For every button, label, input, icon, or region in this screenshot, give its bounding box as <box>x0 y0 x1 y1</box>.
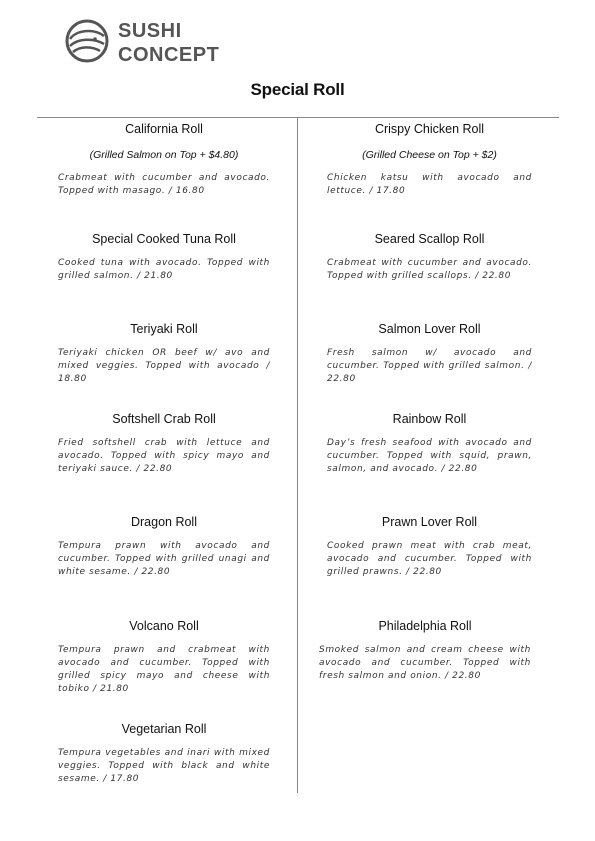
menu-item-description: Day’s fresh seafood with avocado and cucumber. Topped with squid, prawn, salmon, and avocado. / 22.80 <box>327 438 532 474</box>
menu-item <box>58 618 270 696</box>
menu-item <box>327 514 532 579</box>
menu-item-name: Crispy Chicken Roll <box>374 122 485 136</box>
menu-item <box>319 618 531 683</box>
menu-item-name: Prawn Lover Roll <box>381 515 478 529</box>
menu-item-description: Smoked salmon and cream cheese with avocado and cucumber. Topped with fresh salmon and onion. / 22.80 <box>319 645 531 681</box>
menu-item-addon: (Grilled Cheese on Top + $2) <box>362 149 497 161</box>
menu-item <box>327 231 532 283</box>
menu-item-name: Special Cooked Tuna Roll <box>92 232 236 246</box>
brand-name-line-1: SUSHI <box>118 20 182 42</box>
brand-name-line-2: CONCEPT <box>118 44 220 66</box>
menu-item-name: Philadelphia Roll <box>378 619 472 633</box>
menu-item-addon: (Grilled Salmon on Top + $4.80) <box>89 149 239 161</box>
menu-item <box>58 231 270 283</box>
menu-item <box>58 514 270 579</box>
menu-item-description: Fried softshell crab with lettuce and avocado. Topped with spicy mayo and teriyaki sauce. / 22.80 <box>58 438 270 474</box>
menu-item-name: Salmon Lover Roll <box>378 322 481 336</box>
menu-item-description: Crabmeat with cucumber and avocado. Topped with grilled scallops. / 22.80 <box>327 258 532 281</box>
menu-item-name: Rainbow Roll <box>392 412 467 426</box>
fish-circle-icon <box>64 18 110 64</box>
menu-item-description: Cooked prawn meat with crab meat, avocado and cucumber. Topped with grilled prawns. / 22.80 <box>327 541 532 577</box>
menu-item-description: Tempura prawn with avocado and cucumber. Topped with grilled unagi and white sesame. / 22.80 <box>58 541 270 577</box>
menu-item-name: Volcano Roll <box>129 619 199 633</box>
menu-item <box>58 121 270 198</box>
menu-item-name: Dragon Roll <box>130 515 197 529</box>
menu-item-name: Vegetarian Roll <box>121 722 207 736</box>
menu-item-description: Cooked tuna with avocado. Topped with grilled salmon. / 21.80 <box>58 258 270 281</box>
brand-logo <box>64 16 234 70</box>
menu-item-name: Seared Scallop Roll <box>374 232 485 246</box>
menu-item-description: Tempura vegetables and inari with mixed veggies. Topped with black and white sesame. / 17.80 <box>58 748 270 784</box>
menu-item-description: Teriyaki chicken OR beef w/ avo and mixed veggies. Topped with avocado / 18.80 <box>58 348 270 384</box>
menu-item-name: Teriyaki Roll <box>130 322 198 336</box>
menu-item <box>58 411 270 476</box>
header-divider <box>37 117 559 118</box>
menu-item <box>327 411 532 476</box>
menu-item-description: Fresh salmon w/ avocado and cucumber. Topped with grilled salmon. / 22.80 <box>327 348 532 384</box>
menu-item <box>327 321 532 386</box>
menu-item-description: Tempura prawn and crabmeat with avocado and cucumber. Topped with grilled spicy mayo and cheese with tobiko / 21.80 <box>58 645 270 694</box>
page-title: Special Roll <box>250 80 345 99</box>
column-divider <box>297 117 298 793</box>
menu-item-name: Softshell Crab Roll <box>112 412 216 426</box>
menu-item <box>327 121 532 198</box>
menu-item-description: Chicken katsu with avocado and lettuce. / 17.80 <box>327 173 532 196</box>
menu-item-name: California Roll <box>125 122 203 136</box>
menu-item-description: Crabmeat with cucumber and avocado. Topped with masago. / 16.80 <box>58 173 270 196</box>
menu-item <box>58 321 270 386</box>
menu-item <box>58 721 270 786</box>
